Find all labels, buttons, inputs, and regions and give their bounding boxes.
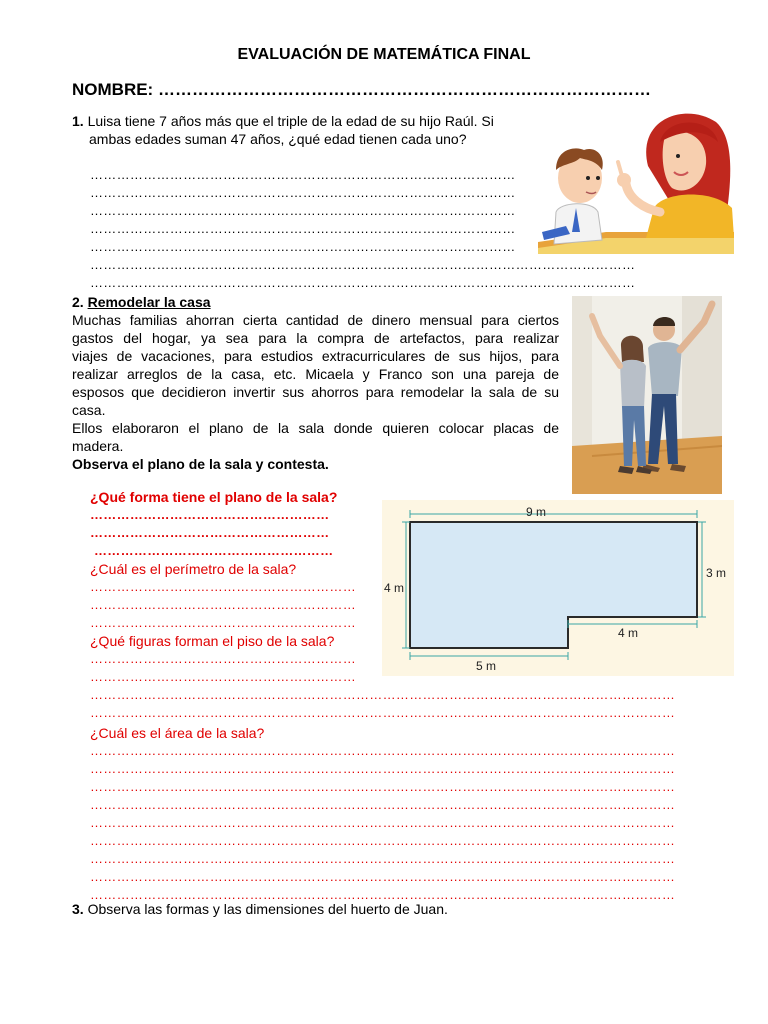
sub-questions-column bbox=[90, 488, 375, 686]
answer-line: …………………………………………………… bbox=[90, 651, 356, 666]
answer-line: …………………………………………………………………………………… bbox=[90, 167, 516, 182]
sub-question-1: ¿Qué forma tiene el plano de la sala? bbox=[90, 489, 338, 505]
floor-plan-diagram bbox=[382, 500, 734, 676]
answer-line: ……………………………………………… bbox=[94, 543, 334, 558]
q3-text: Observa las formas y las dimensiones del huerto de Juan. bbox=[87, 901, 448, 917]
q1-answer-lines-wide bbox=[90, 256, 722, 292]
question-3 bbox=[72, 900, 448, 918]
q2-para1-line: Muchas familias ahorran cierta cantidad de dinero mensual para ciertos bbox=[72, 312, 559, 328]
answer-line: …………………………………………………… bbox=[90, 597, 356, 612]
q2-para1-line: realizar arreglos de la casa, etc. Micaela y Franco son una pareja de bbox=[72, 366, 559, 382]
answer-line: …………………………………………………………………………………… bbox=[90, 185, 516, 200]
answer-line: …………………………………………………………………………………………………………………… bbox=[90, 851, 676, 866]
plan-label-right: 3 m bbox=[706, 566, 727, 580]
answer-line: …………………………………………………… bbox=[90, 579, 356, 594]
answer-line: …………………………………………………………………………………………………………… bbox=[90, 257, 636, 272]
answer-line: …………………………………………………………………………………………………………………… bbox=[90, 869, 676, 884]
answer-line: …………………………………………………………………………………… bbox=[90, 221, 516, 236]
answer-line: ……………………………………………… bbox=[90, 507, 330, 522]
answer-line: ……………………………………………… bbox=[90, 525, 330, 540]
answer-line: …………………………………………………………………………………… bbox=[90, 239, 516, 254]
q1-number: 1. bbox=[72, 113, 84, 129]
question-2 bbox=[72, 293, 559, 473]
nombre-line bbox=[72, 80, 651, 100]
q1-answer-lines bbox=[90, 166, 530, 256]
sub-question-3: ¿Qué figuras forman el piso de la sala? bbox=[90, 633, 335, 649]
sub-question-4: ¿Cuál es el área de la sala? bbox=[90, 725, 265, 741]
answer-line: …………………………………………………………………………………………………………………… bbox=[90, 705, 676, 720]
q2-para2-last: madera. bbox=[72, 438, 124, 454]
answer-line: …………………………………………………………………………………………………………………… bbox=[90, 761, 676, 776]
q2-para1-line: esposos que decidieron invertir sus ahorros para remodelar la sala de su bbox=[72, 384, 559, 400]
plan-label-bottom: 5 m bbox=[476, 659, 497, 673]
q1-line1: Luisa tiene 7 años más que el triple de la edad de su hijo Raúl. Si bbox=[87, 113, 494, 129]
mother-son-illustration bbox=[536, 108, 736, 258]
q1-line2: ambas edades suman 47 años, ¿qué edad tienen cada uno? bbox=[89, 131, 467, 147]
nombre-label: NOMBRE: bbox=[72, 80, 154, 99]
couple-photo bbox=[572, 296, 722, 494]
q2-para1-line: gastos del hogar, ya sea para la compra de artefactos, para realizar bbox=[72, 330, 559, 346]
q2-para1-line: viajes de vacaciones, para estudios extracurriculares de sus hijos, para bbox=[72, 348, 559, 364]
answer-line: …………………………………………………………………………………… bbox=[90, 203, 516, 218]
answer-line: …………………………………………………………………………………………………………………… bbox=[90, 779, 676, 794]
answer-line: …………………………………………………………………………………………………………………… bbox=[90, 797, 676, 812]
answer-line: …………………………………………………………………………………………………………………… bbox=[90, 743, 676, 758]
q2-number: 2. bbox=[72, 294, 84, 310]
answer-line: …………………………………………………………………………………………………………………… bbox=[90, 687, 676, 702]
plan-label-top: 9 m bbox=[526, 505, 547, 519]
answer-line: …………………………………………………………………………………………………………… bbox=[90, 275, 636, 290]
q2-instruction: Observa el plano de la sala y contesta. bbox=[72, 456, 329, 472]
question-1 bbox=[72, 112, 532, 148]
answer-line: …………………………………………………………………………………………………………………… bbox=[90, 815, 676, 830]
plan-label-left: 4 m bbox=[384, 581, 405, 595]
area-question-block bbox=[90, 686, 722, 904]
answer-line: …………………………………………………………………………………………………………………… bbox=[90, 833, 676, 848]
plan-label-step: 4 m bbox=[618, 626, 639, 640]
page-title: EVALUACIÓN DE MATEMÁTICA FINAL bbox=[237, 46, 531, 63]
answer-line: …………………………………………………… bbox=[90, 669, 356, 684]
q3-number: 3. bbox=[72, 901, 84, 917]
q2-para2-line: Ellos elaboraron el plano de la sala donde quieren colocar placas de bbox=[72, 420, 559, 436]
answer-line: …………………………………………………………………………………………………………………… bbox=[90, 887, 676, 902]
sub-question-2: ¿Cuál es el perímetro de la sala? bbox=[90, 561, 297, 577]
q2-heading: Remodelar la casa bbox=[87, 294, 211, 310]
nombre-dots: …………………………………………………………………………… bbox=[157, 80, 651, 99]
answer-line: …………………………………………………… bbox=[90, 615, 356, 630]
q2-para1-last: casa. bbox=[72, 402, 106, 418]
